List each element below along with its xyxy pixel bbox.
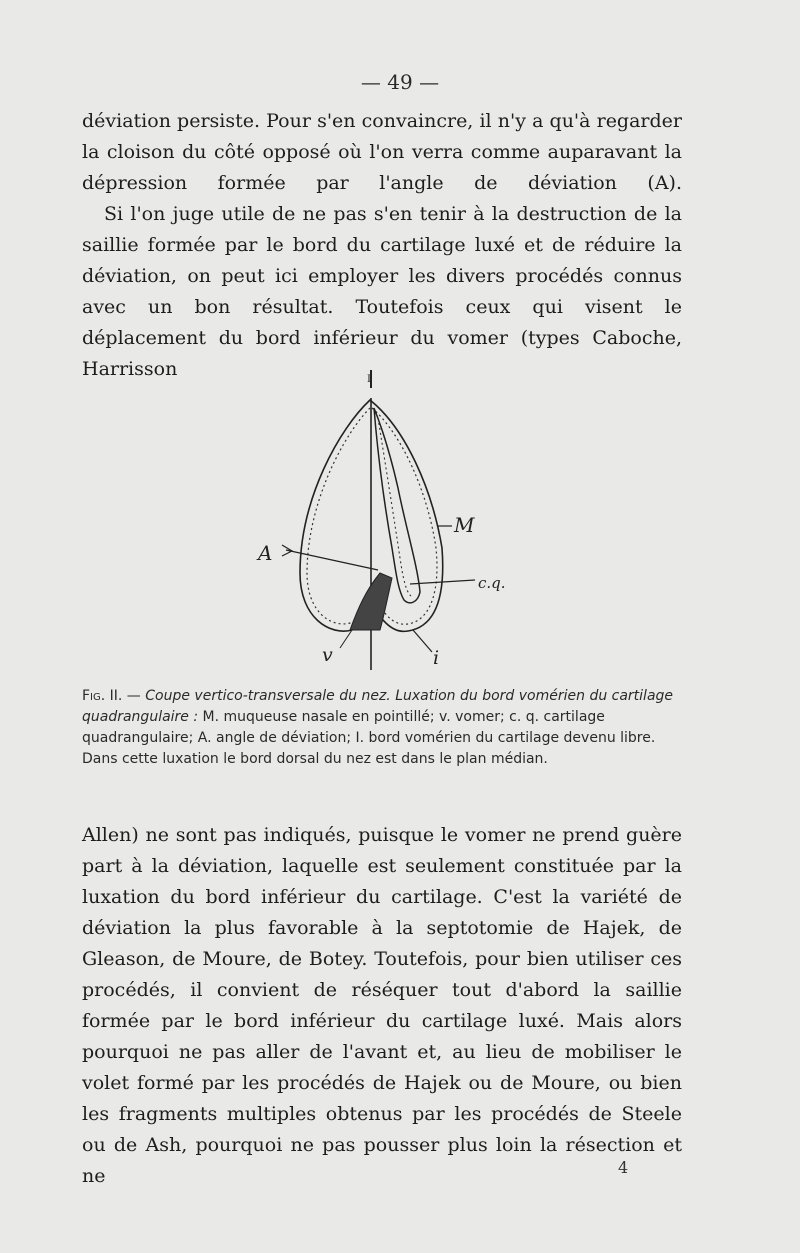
arrow-i (413, 630, 432, 652)
label-cq: c.q. (478, 574, 506, 592)
paragraph-2-text: Si l'on juge utile de ne pas s'en tenir à la destruction de la saillie formée par le bord du cartilage luxé et de réduire la déviation, on peut ici employer les divers procédés connus avec un bon résultat. Toutefois ceux qui visent le déplacement du bord inférieur du vomer (types Caboche, Harrisson (82, 203, 682, 380)
arrow-v (340, 630, 352, 648)
paragraph-1-text: déviation persiste. Pour s'en convaincre, il n'y a qu'à regarder la cloison du côté opposé où l'on verra comme auparavant la dépression formée par l'angle de déviation (A). (82, 110, 682, 194)
figure-caption (82, 686, 682, 770)
paragraph-1 (82, 106, 682, 199)
caption-body: M. muqueuse nasale en pointillé; v. vomer; c. q. cartilage quadrangulaire; A. angle de déviation; I. bord vomérien du cartilage devenu libre. Dans cette luxation le bord dorsal du nez est dans le plan médian. (82, 709, 656, 767)
caption-fig-label: Fig. II. (82, 688, 123, 704)
paragraph-2 (82, 199, 682, 385)
label-a: A (258, 541, 273, 565)
figure-nasal-section (0, 368, 800, 678)
label-I: I (367, 374, 371, 385)
page-number: — 49 — (360, 70, 440, 94)
caption-title: Coupe vertico-transversale du nez. Luxation du bord vomérien du cartilage quadrangulaire : (82, 688, 674, 725)
label-m: M (454, 513, 475, 537)
label-v: v (322, 644, 333, 666)
signature-mark: 4 (618, 1158, 629, 1177)
figure-drawing (0, 368, 800, 678)
caption-dash: — (122, 688, 146, 704)
paragraph-3 (82, 820, 682, 1192)
label-i: i (433, 647, 440, 669)
paragraph-3-text: Allen) ne sont pas indiqués, puisque le vomer ne prend guère part à la déviation, laquelle est seulement constituée par la luxation du bord inférieur du cartilage. C'est la variété de déviation la plus favorable à la septotomie de Hajek, de Gleason, de Moure, de Botey. Toutefois, pour bien utiliser ces procédés, il convient de réséquer tout d'abord la saillie formée par le bord inférieur du cartilage luxé. Mais alors pourquoi ne pas aller de l'avant et, au lieu de mobiliser le volet formé par les procédés de Hajek ou de Moure, ou bien les fragments multiples obtenus par les procédés de Steele ou de Ash, pourquoi ne pas pousser plus loin la résection et ne (82, 824, 682, 1187)
